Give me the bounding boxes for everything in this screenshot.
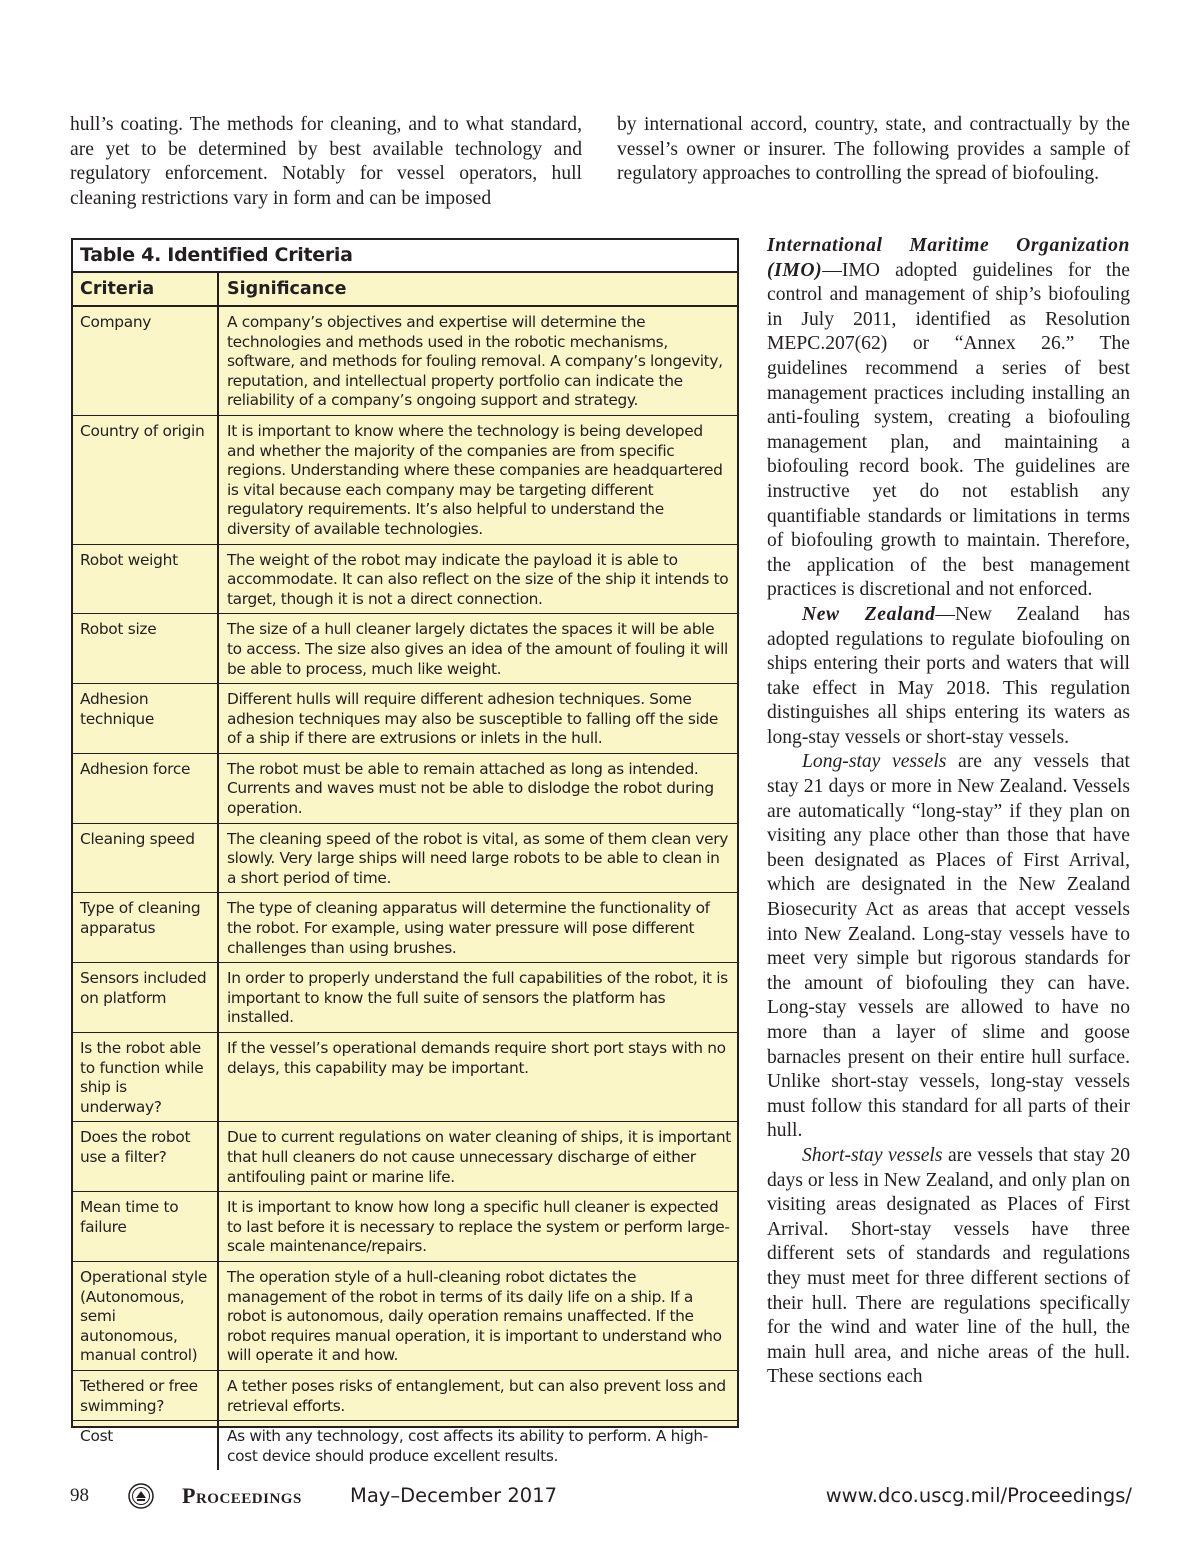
significance-cell: In order to properly understand the full capabilities of the robot, it is important to know the full suite of sensors the platform has installed. [227,969,728,1027]
significance-cell: The weight of the robot may indicate the payload it is able to accommodate. It can also reflect on the size of the ship it intends to target, though it is not a direct connection. [227,550,729,608]
short-stay-heading: Short-stay vessels [802,1144,943,1166]
nz-heading: New Zealand [802,603,936,625]
intro-paragraph-left: hull’s coating. The methods for cleaning, and to what standard, are yet to be determined by best available technology and regulatory enforcement. Notably for vessel operators, hull cleaning restrictions vary in form and can be imposed [70,114,582,209]
table-row [73,307,737,416]
significance-cell: The cleaning speed of the robot is vital, as some of them clean very slowly. Very large ships will need large robots to be able to clean in a short period of time. [227,829,728,887]
criteria-cell: Cost [73,1421,219,1470]
criteria-cell: Company [73,307,219,415]
significance-cell: Due to current regulations on water cleaning of ships, it is important that hull cleaners do not cause unnecessary discharge of either antifouling paint or marine life. [227,1128,731,1186]
significance-cell: The operation style of a hull-cleaning robot dictates the management of the robot in terms of its daily life on a ship. If a robot is autonomous, daily operation remains unaffected. If the robot requires manual operation, it is important to understand who will operate it and how. [227,1267,722,1365]
table-row [73,1192,737,1262]
right-column [767,234,1130,1390]
table-row [73,1262,737,1371]
footer-url: www.dco.uscg.mil/Proceedings/ [825,1484,1132,1507]
table-row [73,614,737,684]
table-row [73,1122,737,1192]
table-row [73,1033,737,1122]
criteria-cell: Country of origin [73,416,219,544]
long-stay-text: are any vessels that stay 21 days or more in New Zealand. Vessels are automatically “long-stay” if they plan on visiting any place other than those that have been designated as Places of First Arrival, which are designated in the New Zealand Biosecurity Act as areas that accept vessels into New Zealand. Long-stay vessels have to meet very simple but rigorous standards for the amount of biofouling they can have. Long-stay vessels are allowed to have no more than a layer of slime and goose barnacles present on their entire hull surface. Unlike short-stay vessels, long-stay vessels must follow this standard for all parts of their hull. [767,751,1130,1142]
long-stay-heading: Long-stay vessels [802,751,947,773]
criteria-cell: Adhesion force [73,754,219,823]
imo-heading: International Maritime Organization (IMO) [767,235,1130,281]
table-caption: Table 4. Identified Criteria [73,240,737,273]
criteria-cell: Adhesion technique [73,684,219,753]
criteria-cell: Tethered or free swimming? [73,1371,219,1420]
table-row [73,824,737,894]
table-row [73,963,737,1033]
page-number: 98 [70,1485,89,1506]
table-header-row [73,273,737,307]
significance-cell: It is important to know how long a specific hull cleaner is expected to last before it is necessary to replace the system or perform large-scale maintenance/repairs. [227,1198,730,1256]
significance-cell: It is important to know where the technology is being developed and whether the majority of the companies are from specific regions. Understanding where these companies are headquartered is vital because each company may be targeting different regulatory requirements. It’s also helpful to understand the diversity of available technologies. [227,421,723,538]
criteria-cell: Is the robot able to function while ship is underway? [73,1033,219,1121]
short-stay-paragraph [767,1144,1130,1390]
nz-paragraph [767,603,1130,751]
table-row [73,545,737,615]
header-criteria: Criteria [73,273,219,305]
imo-text: —IMO adopted guidelines for the control and management of ship’s biofouling in July 2011, identified as Resolution MEPC.207(62) or “Annex 26.” The guidelines recommend a series of best management practices including installing an anti-fouling system, creating a biofouling management plan, and maintaining a biofouling record book. The guidelines are instructive yet do not establish any quantifiable standards or limitations in terms of biofouling growth to maintain. Therefore, the application of the best management practices is discretional and not enforced. [767,259,1130,601]
criteria-cell: Type of cleaning apparatus [73,893,219,962]
criteria-cell: Robot weight [73,545,219,614]
significance-cell: Different hulls will require different adhesion techniques. Some adhesion techniques may also be susceptible to falling off the side of a ship if there are extrusions or inlets in the hull. [227,690,719,748]
criteria-cell: Does the robot use a filter? [73,1122,219,1191]
table-row [73,684,737,754]
table-row [73,754,737,824]
significance-cell: As with any technology, cost affects its ability to perform. A high-cost device should produce excellent results. [227,1427,708,1465]
long-stay-paragraph [767,750,1130,1144]
publication-brand: Proceedings [182,1483,302,1508]
significance-cell: A company’s objectives and expertise will determine the technologies and methods used in the robotic mechanisms, software, and methods for fouling removal. A company’s longevity, reputation, and intellectual property portfolio can indicate the reliability of a company’s ongoing support and strategy. [227,313,723,410]
significance-cell: The type of cleaning apparatus will determine the functionality of the robot. For example, using water pressure will pose different challenges than using brushes. [227,899,710,957]
page-footer [70,1483,1132,1509]
imo-paragraph [767,234,1130,603]
short-stay-text: are vessels that stay 20 days or less in New Zealand, and only plan on visiting areas designated as Places of First Arrival. Short-stay vessels have three different sets of standards and regulations they must meet for three different sections of their hull. There are regulations specifically for the wind and water line of the hull, the main hull area, and niche areas of the hull. These sections each [767,1144,1130,1388]
table-row [73,1371,737,1421]
uscg-seal-icon [128,1483,154,1509]
nz-text: —New Zealand has adopted regulations to regulate biofouling on ships entering their ports and waters that will take effect in May 2018. This regulation distinguishes all ships entering its waters as long-stay vessels or short-stay vessels. [767,603,1130,748]
criteria-table [71,238,739,1465]
criteria-cell: Cleaning speed [73,824,219,893]
significance-cell: A tether poses risks of entanglement, but can also prevent loss and retrieval efforts. [227,1376,726,1415]
significance-cell: The size of a hull cleaner largely dictates the spaces it will be able to access. The size also gives an idea of the amount of fouling it will be able to process, much like weight. [227,620,728,678]
intro-paragraph-right: by international accord, country, state, and contractually by the vessel’s owner or insurer. The following provides a sample of regulatory approaches to controlling the spread of biofouling. [617,114,1130,185]
issue-date: May–December 2017 [350,1484,558,1507]
significance-cell: The robot must be able to remain attached as long as intended. Currents and waves must not be able to dislodge the robot during operation. [227,759,714,818]
header-significance: Significance [227,279,347,299]
table-body [73,307,737,1470]
criteria-cell: Sensors included on platform [73,963,219,1032]
criteria-cell: Mean time to failure [73,1192,219,1261]
criteria-cell: Robot size [73,614,219,683]
criteria-cell: Operational style (Autonomous, semi autonomous, manual control) [73,1262,219,1370]
significance-cell: If the vessel’s operational demands require short port stays with no delays, this capability may be important. [227,1039,726,1077]
table-row [73,1421,737,1470]
table-row [73,893,737,963]
table-row [73,416,737,545]
